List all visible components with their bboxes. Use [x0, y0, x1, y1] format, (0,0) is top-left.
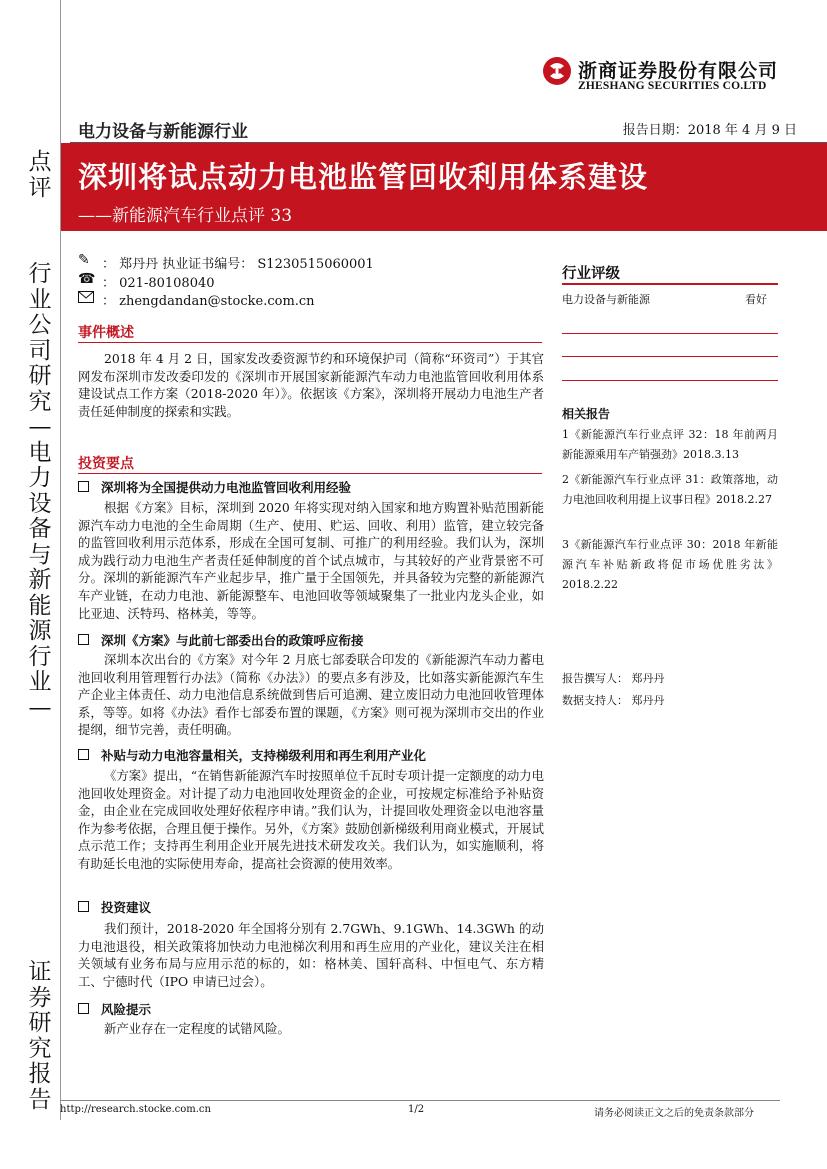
pen-icon: ✎ [78, 252, 90, 268]
side-label-char: 备 [28, 516, 52, 542]
rating-rule [562, 283, 778, 285]
data-supporter: 数据支持人： 郑丹丹 [562, 694, 665, 707]
point-4-title: 投资建议 [78, 898, 151, 916]
logo-mark-icon [542, 56, 572, 86]
side-label-char: 行 [28, 643, 52, 670]
author-line: ： 郑丹丹 执业证书编号： S1230515060001 [102, 257, 374, 272]
company-name: 浙商证券股份有限公司 [578, 60, 779, 82]
rating-title: 行业评级 [562, 266, 620, 282]
side-label-type: 点 评 [28, 149, 52, 201]
side-label-char: 源 [28, 618, 52, 644]
checkbox-icon [78, 1003, 89, 1014]
side-label-category [23, 262, 57, 721]
side-label-char: 设 [28, 490, 52, 517]
author-email[interactable]: ： zhengdandan@stocke.com.cn [102, 294, 315, 309]
side-label-char: 业 [28, 669, 52, 695]
checkbox-icon [78, 634, 89, 645]
side-label-char: 能 [28, 592, 52, 619]
side-label-char: 究 [28, 388, 52, 415]
point-2-title: 深圳《方案》与此前七部委出台的政策呼应衔接 [78, 631, 364, 649]
checkbox-icon [78, 749, 89, 760]
rating-sector: 电力设备与新能源 [562, 293, 650, 306]
footer-disclaimer: 请务必阅读正文之后的免责条款部分 [594, 1108, 754, 1119]
related-report-3[interactable]: 3《新能源汽车行业点评 30：2018 年新能源汽车补贴新政将促市场优胜劣汰》2018.2.22 [562, 538, 778, 591]
report-title: 深圳将试点动力电池监管回收利用体系建设 [78, 160, 649, 194]
event-rule [78, 342, 542, 343]
point-3-text: 《方案》提出，“在销售新能源汽车时按照单位千瓦时专项计提一定额度的动力电池回收处理资金。对计提了动力电池回收处理资金的企业，可按规定标准给予补贴资金，由企业在完成回收处理好依程序申请。”我们认为，计提回收处理资金以电池容量作为参考依据，合理且便于操作。另外，《方案》鼓励创新梯级利用商业模式，开展试点示范工作；支持再生利用企业开展先进技术研发攻关。我们认为，如实施顺利，将有助延长电池的实际使用寿命，提高社会资源的使用效率。 [78, 768, 545, 871]
side-label-char: 究 [28, 1035, 52, 1062]
side-label-char: 力 [28, 465, 52, 491]
side-label-char: 研 [28, 363, 52, 389]
point-5-title: 风险提示 [78, 1000, 151, 1018]
side-label-char: 司 [28, 337, 52, 364]
side-label-char: 研 [28, 1010, 52, 1036]
side-label-char: 告 [28, 1086, 52, 1113]
related-reports-title: 相关报告 [562, 407, 611, 421]
point-5-text: 新产业存在一定程度的试错风险。 [104, 1021, 290, 1036]
related-report-2[interactable]: 2《新能源汽车行业点评 31：政策落地，动力电池回收利用提上议事日程》2018.2.27 [562, 473, 778, 506]
point-1-title: 深圳将为全国提供动力电池监管回收利用经验 [78, 478, 351, 496]
rating-value: 看好 [745, 293, 767, 306]
industry-tag: 电力设备与新能源行业 [78, 122, 248, 142]
point-2-text: 深圳本次出台的《方案》对今年 2 月底七部委联合印发的《新能源汽车动力蓄电池回收利用管理暂行办法》（简称《办法》）的要点多有涉及，比如落实新能源汽车生产企业主体责任、动力电池信息系统做到售后可追溯、建立废旧动力电池回收管理体系，等等。如将《办法》看作七部委布置的课题，《方案》则可视为深圳市交出的作业提纲，细节完善，责任明确。 [78, 652, 544, 738]
author-phone: ： 021-80108040 [102, 276, 215, 291]
side-label-char: 新 [28, 567, 52, 593]
side-label-char: 证 [28, 959, 52, 985]
side-label-char: 券 [28, 984, 52, 1011]
rating-divider [562, 333, 778, 334]
checkbox-icon [78, 481, 89, 492]
envelope-icon [78, 291, 94, 303]
event-heading: 事件概述 [78, 325, 134, 341]
rating-divider [562, 356, 778, 357]
side-label-char: 业 [28, 286, 52, 313]
company-name-en: ZHESHANG SECURITIES CO.LTD [578, 80, 767, 92]
point-3-title: 补贴与动力电池容量相关，支持梯级利用和再生利用产业化 [78, 746, 426, 764]
report-date: 报告日期：2018 年 4 月 9 日 [622, 123, 797, 138]
rating-divider [562, 380, 778, 381]
related-report-1[interactable]: 1《新能源汽车行业点评 32：18 年前两月新能源乘用车产销强劲》2018.3.13 [562, 428, 778, 461]
phone-icon: ☎ [78, 271, 96, 287]
invest-heading: 投资要点 [78, 456, 134, 472]
footer-url[interactable]: http://research.stocke.com.cn [60, 1104, 211, 1115]
report-subtitle: ——新能源汽车行业点评 33 [78, 206, 293, 226]
side-label-char: 与 [28, 541, 52, 568]
side-label-report [23, 960, 57, 1113]
footer-rule [60, 1100, 780, 1101]
invest-rule [78, 473, 542, 474]
side-label-char: 行 [28, 261, 52, 287]
report-writer: 报告撰写人： 郑丹丹 [562, 672, 665, 685]
side-label-char: 电 [28, 439, 52, 466]
checkbox-icon [78, 901, 89, 912]
point-1-text: 根据《方案》目标，深圳到 2020 年将实现对纳入国家和地方购置补贴范围新能源汽车动力电池的全生命周期（生产、使用、贮运、回收、利用）监管，建立较完备的监管回收利用示范体系，形成在全国可复制、可推广的利用经验。我们认为，深圳成为践行动力电池生产者责任延伸制度的首个试点城市，与其较好的产业背景密不可分。深圳的新能源汽车产业起步早，推广量于全国领先，并具备较为完整的新能源汽车产业链，在动力电池、新能源整车、电池回收等领域聚集了一批业内龙头企业，如比亚迪、沃特玛、格林美，等等。 [78, 500, 544, 621]
event-text: 2018 年 4 月 2 日，国家发改委资源节约和环境保护司（简称“环资司”）于其官网发布深圳市发改委印发的《深圳市开展国家新能源汽车动力电池监管回收利用体系建设试点工作方案（2018-2020 年）》。依据该《方案》，深圳将开展动力电池生产者责任延伸制度的探索和实践。 [78, 351, 544, 419]
side-label-char: — [28, 414, 52, 440]
point-4-text: 我们预计，2018-2020 年全国将分别有 2.7GWh、9.1GWh、14.3GWh 的动力电池退役，相关政策将加快动力电池梯次利用和再生应用的产业化，建议关注在相关领域有业务布局与应用示范的标的，如：格林美、国轩高科、中恒电气、东方精工、宁德时代（IPO 申请已过会）。 [78, 921, 544, 989]
page-number: 1/2 [408, 1104, 425, 1115]
side-label-char: 公 [28, 312, 52, 338]
side-label-char: — [28, 694, 52, 721]
side-label-char: 报 [28, 1061, 52, 1087]
